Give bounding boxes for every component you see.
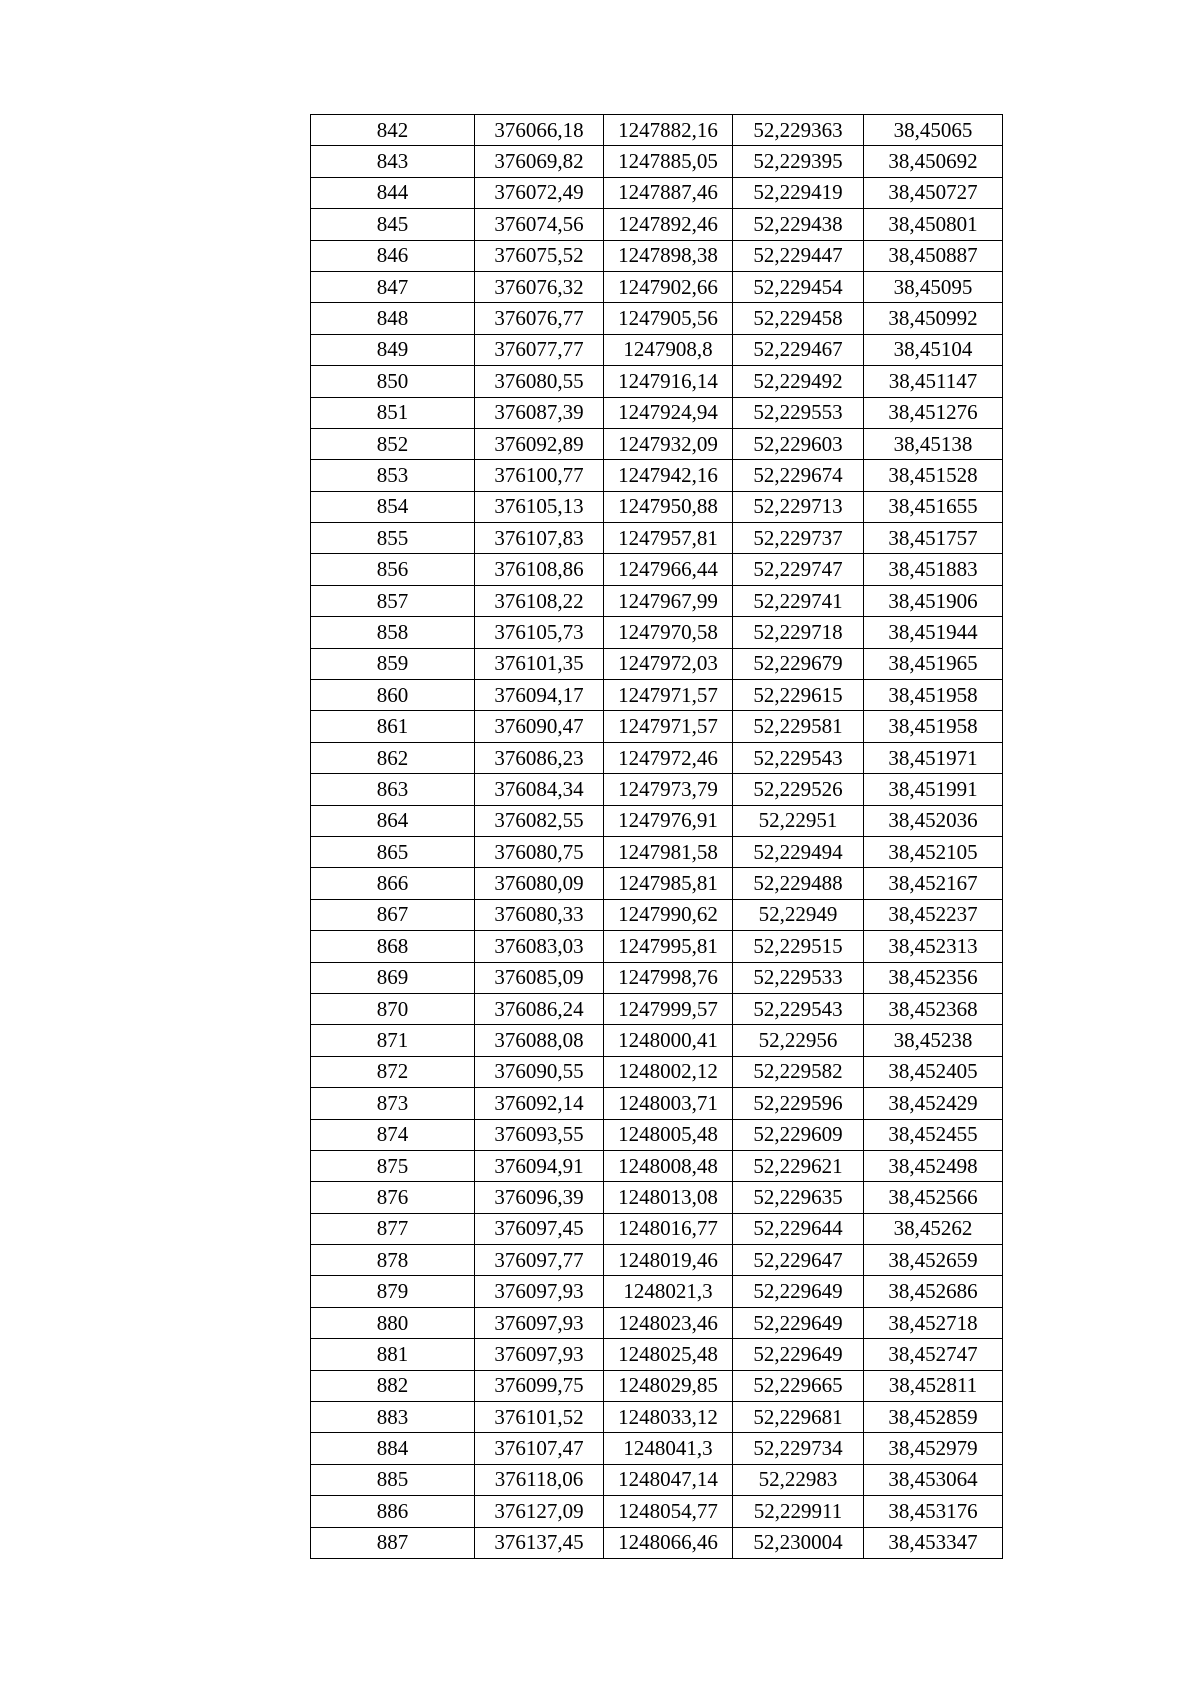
longitude-cell: 38,45238: [864, 1025, 1003, 1056]
point-number-cell: 854: [311, 491, 475, 522]
point-number-cell: 882: [311, 1370, 475, 1401]
x-coordinate-cell: 376080,55: [475, 366, 604, 397]
x-coordinate-cell: 376101,52: [475, 1402, 604, 1433]
table-row: [311, 1402, 1003, 1433]
table-row: [311, 428, 1003, 459]
x-coordinate-cell: 376097,93: [475, 1276, 604, 1307]
point-number-cell: 847: [311, 271, 475, 302]
point-number-cell: 870: [311, 993, 475, 1024]
longitude-cell: 38,452498: [864, 1150, 1003, 1181]
latitude-cell: 52,229543: [733, 993, 864, 1024]
table-row: [311, 491, 1003, 522]
y-coordinate-cell: 1248002,12: [604, 1056, 733, 1087]
latitude-cell: 52,229488: [733, 868, 864, 899]
y-coordinate-cell: 1247887,46: [604, 177, 733, 208]
x-coordinate-cell: 376105,73: [475, 617, 604, 648]
latitude-cell: 52,229438: [733, 209, 864, 240]
point-number-cell: 879: [311, 1276, 475, 1307]
longitude-cell: 38,451883: [864, 554, 1003, 585]
longitude-cell: 38,452979: [864, 1433, 1003, 1464]
table-row: [311, 1339, 1003, 1370]
table-row: [311, 1276, 1003, 1307]
point-number-cell: 871: [311, 1025, 475, 1056]
point-number-cell: 885: [311, 1464, 475, 1495]
point-number-cell: 881: [311, 1339, 475, 1370]
y-coordinate-cell: 1248019,46: [604, 1245, 733, 1276]
latitude-cell: 52,229615: [733, 680, 864, 711]
point-number-cell: 858: [311, 617, 475, 648]
point-number-cell: 875: [311, 1150, 475, 1181]
table-row: [311, 899, 1003, 930]
latitude-cell: 52,229674: [733, 460, 864, 491]
table-row: [311, 742, 1003, 773]
y-coordinate-cell: 1248003,71: [604, 1088, 733, 1119]
x-coordinate-cell: 376082,55: [475, 805, 604, 836]
point-number-cell: 866: [311, 868, 475, 899]
latitude-cell: 52,229741: [733, 585, 864, 616]
x-coordinate-cell: 376083,03: [475, 931, 604, 962]
latitude-cell: 52,229458: [733, 303, 864, 334]
longitude-cell: 38,452747: [864, 1339, 1003, 1370]
point-number-cell: 859: [311, 648, 475, 679]
table-row: [311, 397, 1003, 428]
latitude-cell: 52,229603: [733, 428, 864, 459]
x-coordinate-cell: 376088,08: [475, 1025, 604, 1056]
table-row: [311, 931, 1003, 962]
longitude-cell: 38,451991: [864, 774, 1003, 805]
latitude-cell: 52,229718: [733, 617, 864, 648]
y-coordinate-cell: 1247882,16: [604, 115, 733, 146]
y-coordinate-cell: 1248005,48: [604, 1119, 733, 1150]
table-row: [311, 366, 1003, 397]
y-coordinate-cell: 1247932,09: [604, 428, 733, 459]
table-row: [311, 554, 1003, 585]
point-number-cell: 850: [311, 366, 475, 397]
latitude-cell: 52,229494: [733, 836, 864, 867]
latitude-cell: 52,229679: [733, 648, 864, 679]
x-coordinate-cell: 376097,93: [475, 1339, 604, 1370]
x-coordinate-cell: 376092,89: [475, 428, 604, 459]
y-coordinate-cell: 1247999,57: [604, 993, 733, 1024]
table-row: [311, 1433, 1003, 1464]
point-number-cell: 855: [311, 523, 475, 554]
y-coordinate-cell: 1248054,77: [604, 1496, 733, 1527]
latitude-cell: 52,22951: [733, 805, 864, 836]
x-coordinate-cell: 376077,77: [475, 334, 604, 365]
latitude-cell: 52,229665: [733, 1370, 864, 1401]
y-coordinate-cell: 1247942,16: [604, 460, 733, 491]
longitude-cell: 38,450887: [864, 240, 1003, 271]
longitude-cell: 38,451528: [864, 460, 1003, 491]
x-coordinate-cell: 376094,91: [475, 1150, 604, 1181]
latitude-cell: 52,229596: [733, 1088, 864, 1119]
point-number-cell: 844: [311, 177, 475, 208]
x-coordinate-cell: 376090,55: [475, 1056, 604, 1087]
y-coordinate-cell: 1248025,48: [604, 1339, 733, 1370]
y-coordinate-cell: 1247908,8: [604, 334, 733, 365]
latitude-cell: 52,229737: [733, 523, 864, 554]
longitude-cell: 38,452566: [864, 1182, 1003, 1213]
y-coordinate-cell: 1247976,91: [604, 805, 733, 836]
longitude-cell: 38,451944: [864, 617, 1003, 648]
table-row: [311, 1496, 1003, 1527]
y-coordinate-cell: 1247972,46: [604, 742, 733, 773]
x-coordinate-cell: 376090,47: [475, 711, 604, 742]
coordinates-table: [310, 114, 1003, 1559]
x-coordinate-cell: 376075,52: [475, 240, 604, 271]
longitude-cell: 38,453347: [864, 1527, 1003, 1558]
x-coordinate-cell: 376101,35: [475, 648, 604, 679]
longitude-cell: 38,451958: [864, 711, 1003, 742]
table-row: [311, 334, 1003, 365]
longitude-cell: 38,452859: [864, 1402, 1003, 1433]
point-number-cell: 876: [311, 1182, 475, 1213]
y-coordinate-cell: 1247966,44: [604, 554, 733, 585]
table-row: [311, 209, 1003, 240]
y-coordinate-cell: 1247971,57: [604, 711, 733, 742]
point-number-cell: 880: [311, 1307, 475, 1338]
point-number-cell: 851: [311, 397, 475, 428]
point-number-cell: 886: [311, 1496, 475, 1527]
coordinates-table-body: [311, 115, 1003, 1559]
longitude-cell: 38,45095: [864, 271, 1003, 302]
x-coordinate-cell: 376097,45: [475, 1213, 604, 1244]
point-number-cell: 878: [311, 1245, 475, 1276]
x-coordinate-cell: 376118,06: [475, 1464, 604, 1495]
point-number-cell: 853: [311, 460, 475, 491]
latitude-cell: 52,229533: [733, 962, 864, 993]
y-coordinate-cell: 1248021,3: [604, 1276, 733, 1307]
x-coordinate-cell: 376108,22: [475, 585, 604, 616]
longitude-cell: 38,453176: [864, 1496, 1003, 1527]
x-coordinate-cell: 376092,14: [475, 1088, 604, 1119]
point-number-cell: 868: [311, 931, 475, 962]
table-row: [311, 993, 1003, 1024]
latitude-cell: 52,229621: [733, 1150, 864, 1181]
y-coordinate-cell: 1247898,38: [604, 240, 733, 271]
y-coordinate-cell: 1247971,57: [604, 680, 733, 711]
y-coordinate-cell: 1247916,14: [604, 366, 733, 397]
y-coordinate-cell: 1247972,03: [604, 648, 733, 679]
point-number-cell: 883: [311, 1402, 475, 1433]
table-row: [311, 1182, 1003, 1213]
table-row: [311, 711, 1003, 742]
longitude-cell: 38,452718: [864, 1307, 1003, 1338]
y-coordinate-cell: 1247924,94: [604, 397, 733, 428]
latitude-cell: 52,229647: [733, 1245, 864, 1276]
longitude-cell: 38,45262: [864, 1213, 1003, 1244]
table-row: [311, 1056, 1003, 1087]
table-row: [311, 115, 1003, 146]
point-number-cell: 849: [311, 334, 475, 365]
x-coordinate-cell: 376086,23: [475, 742, 604, 773]
longitude-cell: 38,45065: [864, 115, 1003, 146]
y-coordinate-cell: 1247957,81: [604, 523, 733, 554]
point-number-cell: 877: [311, 1213, 475, 1244]
x-coordinate-cell: 376107,47: [475, 1433, 604, 1464]
table-row: [311, 460, 1003, 491]
y-coordinate-cell: 1247905,56: [604, 303, 733, 334]
longitude-cell: 38,452429: [864, 1088, 1003, 1119]
x-coordinate-cell: 376076,32: [475, 271, 604, 302]
table-row: [311, 1150, 1003, 1181]
x-coordinate-cell: 376137,45: [475, 1527, 604, 1558]
latitude-cell: 52,229582: [733, 1056, 864, 1087]
point-number-cell: 863: [311, 774, 475, 805]
latitude-cell: 52,229492: [733, 366, 864, 397]
latitude-cell: 52,229649: [733, 1307, 864, 1338]
x-coordinate-cell: 376107,83: [475, 523, 604, 554]
longitude-cell: 38,451958: [864, 680, 1003, 711]
point-number-cell: 846: [311, 240, 475, 271]
y-coordinate-cell: 1247902,66: [604, 271, 733, 302]
table-row: [311, 1307, 1003, 1338]
latitude-cell: 52,22956: [733, 1025, 864, 1056]
latitude-cell: 52,229581: [733, 711, 864, 742]
x-coordinate-cell: 376066,18: [475, 115, 604, 146]
point-number-cell: 865: [311, 836, 475, 867]
point-number-cell: 864: [311, 805, 475, 836]
longitude-cell: 38,450992: [864, 303, 1003, 334]
y-coordinate-cell: 1247970,58: [604, 617, 733, 648]
point-number-cell: 845: [311, 209, 475, 240]
longitude-cell: 38,452167: [864, 868, 1003, 899]
x-coordinate-cell: 376094,17: [475, 680, 604, 711]
y-coordinate-cell: 1247950,88: [604, 491, 733, 522]
x-coordinate-cell: 376096,39: [475, 1182, 604, 1213]
latitude-cell: 52,229526: [733, 774, 864, 805]
table-row: [311, 1213, 1003, 1244]
point-number-cell: 862: [311, 742, 475, 773]
latitude-cell: 52,22983: [733, 1464, 864, 1495]
longitude-cell: 38,452105: [864, 836, 1003, 867]
point-number-cell: 852: [311, 428, 475, 459]
table-row: [311, 1464, 1003, 1495]
latitude-cell: 52,229419: [733, 177, 864, 208]
y-coordinate-cell: 1247981,58: [604, 836, 733, 867]
point-number-cell: 848: [311, 303, 475, 334]
x-coordinate-cell: 376080,09: [475, 868, 604, 899]
y-coordinate-cell: 1248016,77: [604, 1213, 733, 1244]
longitude-cell: 38,451757: [864, 523, 1003, 554]
x-coordinate-cell: 376085,09: [475, 962, 604, 993]
latitude-cell: 52,229447: [733, 240, 864, 271]
table-row: [311, 1119, 1003, 1150]
longitude-cell: 38,451971: [864, 742, 1003, 773]
longitude-cell: 38,450801: [864, 209, 1003, 240]
x-coordinate-cell: 376093,55: [475, 1119, 604, 1150]
point-number-cell: 860: [311, 680, 475, 711]
x-coordinate-cell: 376097,77: [475, 1245, 604, 1276]
latitude-cell: 52,229713: [733, 491, 864, 522]
x-coordinate-cell: 376086,24: [475, 993, 604, 1024]
table-row: [311, 146, 1003, 177]
latitude-cell: 52,229553: [733, 397, 864, 428]
y-coordinate-cell: 1248033,12: [604, 1402, 733, 1433]
latitude-cell: 52,229515: [733, 931, 864, 962]
longitude-cell: 38,451655: [864, 491, 1003, 522]
table-row: [311, 1527, 1003, 1558]
longitude-cell: 38,452368: [864, 993, 1003, 1024]
table-row: [311, 836, 1003, 867]
longitude-cell: 38,450727: [864, 177, 1003, 208]
table-row: [311, 680, 1003, 711]
y-coordinate-cell: 1247973,79: [604, 774, 733, 805]
table-row: [311, 240, 1003, 271]
latitude-cell: 52,229747: [733, 554, 864, 585]
y-coordinate-cell: 1248066,46: [604, 1527, 733, 1558]
y-coordinate-cell: 1247967,99: [604, 585, 733, 616]
table-row: [311, 617, 1003, 648]
table-row: [311, 962, 1003, 993]
point-number-cell: 861: [311, 711, 475, 742]
point-number-cell: 874: [311, 1119, 475, 1150]
y-coordinate-cell: 1247885,05: [604, 146, 733, 177]
latitude-cell: 52,229644: [733, 1213, 864, 1244]
table-row: [311, 177, 1003, 208]
x-coordinate-cell: 376127,09: [475, 1496, 604, 1527]
table-row: [311, 1370, 1003, 1401]
y-coordinate-cell: 1247995,81: [604, 931, 733, 962]
longitude-cell: 38,453064: [864, 1464, 1003, 1495]
table-row: [311, 523, 1003, 554]
table-row: [311, 303, 1003, 334]
table-row: [311, 585, 1003, 616]
latitude-cell: 52,229467: [733, 334, 864, 365]
latitude-cell: 52,229635: [733, 1182, 864, 1213]
y-coordinate-cell: 1247985,81: [604, 868, 733, 899]
longitude-cell: 38,45138: [864, 428, 1003, 459]
x-coordinate-cell: 376080,75: [475, 836, 604, 867]
longitude-cell: 38,452811: [864, 1370, 1003, 1401]
point-number-cell: 857: [311, 585, 475, 616]
longitude-cell: 38,451276: [864, 397, 1003, 428]
x-coordinate-cell: 376072,49: [475, 177, 604, 208]
table-row: [311, 1025, 1003, 1056]
longitude-cell: 38,452455: [864, 1119, 1003, 1150]
latitude-cell: 52,229395: [733, 146, 864, 177]
x-coordinate-cell: 376099,75: [475, 1370, 604, 1401]
y-coordinate-cell: 1248000,41: [604, 1025, 733, 1056]
table-row: [311, 868, 1003, 899]
longitude-cell: 38,450692: [864, 146, 1003, 177]
latitude-cell: 52,229649: [733, 1276, 864, 1307]
y-coordinate-cell: 1248047,14: [604, 1464, 733, 1495]
x-coordinate-cell: 376080,33: [475, 899, 604, 930]
y-coordinate-cell: 1248013,08: [604, 1182, 733, 1213]
longitude-cell: 38,452036: [864, 805, 1003, 836]
y-coordinate-cell: 1248008,48: [604, 1150, 733, 1181]
table-row: [311, 1088, 1003, 1119]
latitude-cell: 52,229681: [733, 1402, 864, 1433]
longitude-cell: 38,45104: [864, 334, 1003, 365]
longitude-cell: 38,452405: [864, 1056, 1003, 1087]
x-coordinate-cell: 376069,82: [475, 146, 604, 177]
y-coordinate-cell: 1248023,46: [604, 1307, 733, 1338]
point-number-cell: 842: [311, 115, 475, 146]
table-row: [311, 271, 1003, 302]
y-coordinate-cell: 1247892,46: [604, 209, 733, 240]
point-number-cell: 869: [311, 962, 475, 993]
y-coordinate-cell: 1248041,3: [604, 1433, 733, 1464]
x-coordinate-cell: 376105,13: [475, 491, 604, 522]
latitude-cell: 52,22949: [733, 899, 864, 930]
longitude-cell: 38,451147: [864, 366, 1003, 397]
latitude-cell: 52,229609: [733, 1119, 864, 1150]
table-row: [311, 774, 1003, 805]
x-coordinate-cell: 376108,86: [475, 554, 604, 585]
latitude-cell: 52,229543: [733, 742, 864, 773]
point-number-cell: 867: [311, 899, 475, 930]
longitude-cell: 38,451906: [864, 585, 1003, 616]
longitude-cell: 38,452659: [864, 1245, 1003, 1276]
point-number-cell: 856: [311, 554, 475, 585]
x-coordinate-cell: 376074,56: [475, 209, 604, 240]
y-coordinate-cell: 1248029,85: [604, 1370, 733, 1401]
x-coordinate-cell: 376087,39: [475, 397, 604, 428]
x-coordinate-cell: 376100,77: [475, 460, 604, 491]
point-number-cell: 872: [311, 1056, 475, 1087]
point-number-cell: 843: [311, 146, 475, 177]
longitude-cell: 38,452237: [864, 899, 1003, 930]
latitude-cell: 52,230004: [733, 1527, 864, 1558]
latitude-cell: 52,229454: [733, 271, 864, 302]
table-row: [311, 648, 1003, 679]
latitude-cell: 52,229363: [733, 115, 864, 146]
longitude-cell: 38,451965: [864, 648, 1003, 679]
longitude-cell: 38,452686: [864, 1276, 1003, 1307]
latitude-cell: 52,229911: [733, 1496, 864, 1527]
latitude-cell: 52,229649: [733, 1339, 864, 1370]
longitude-cell: 38,452356: [864, 962, 1003, 993]
y-coordinate-cell: 1247990,62: [604, 899, 733, 930]
x-coordinate-cell: 376084,34: [475, 774, 604, 805]
y-coordinate-cell: 1247998,76: [604, 962, 733, 993]
point-number-cell: 884: [311, 1433, 475, 1464]
x-coordinate-cell: 376076,77: [475, 303, 604, 334]
point-number-cell: 887: [311, 1527, 475, 1558]
longitude-cell: 38,452313: [864, 931, 1003, 962]
x-coordinate-cell: 376097,93: [475, 1307, 604, 1338]
point-number-cell: 873: [311, 1088, 475, 1119]
latitude-cell: 52,229734: [733, 1433, 864, 1464]
table-row: [311, 1245, 1003, 1276]
table-row: [311, 805, 1003, 836]
